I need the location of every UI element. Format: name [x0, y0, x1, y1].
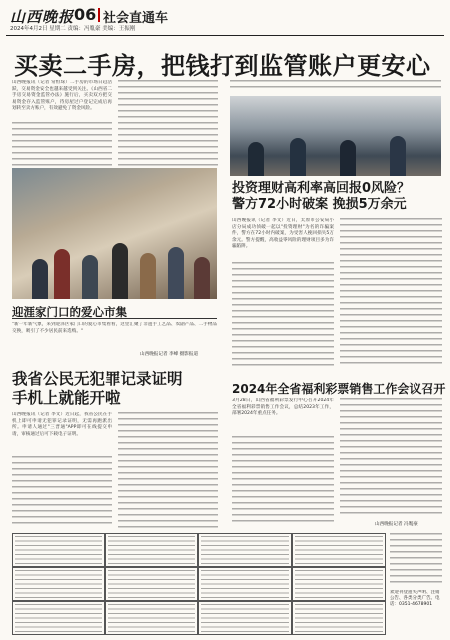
certificate-lead: 山西晚报讯（记者 李文）近日起，我省公民在手机上即可申请无犯罪记录证明，无需再跑派出所。申请人通过"三晋通"APP即可在线提交申请，审核通过后可下载电子证明。 [12, 412, 112, 437]
classified-ads [12, 533, 386, 635]
investment-body-col1 [232, 262, 334, 366]
section-title: 社会直通车 [103, 11, 169, 26]
lottery-credit: 山西晚报记者 冯胤豪 [375, 522, 418, 527]
main-headline: 买卖二手房，把钱打到监管账户更安心 [14, 52, 431, 80]
newspaper-logo: 山西晚报 [10, 8, 75, 26]
caption-rule [12, 318, 217, 319]
ad-cell [292, 533, 386, 567]
photo-credit: 山西晚报记者 李峰 摄影报道 [140, 352, 199, 357]
certificate-body-col1 [12, 456, 112, 528]
ad-cell [198, 567, 292, 601]
certificate-headline-line2: 手机上就能开啦 [12, 388, 121, 407]
ad-cell [198, 601, 292, 635]
ad-cell [12, 533, 105, 567]
ad-cell [12, 567, 105, 601]
investment-headline-line2: 警方72小时破案 挽损5万余元 [232, 197, 407, 212]
escrow-body-col3 [230, 80, 441, 92]
investment-headline [232, 181, 410, 213]
top-rule [6, 35, 444, 36]
lottery-lead: 3月28日，山西省福利彩票发行中心召开2024年全省福利彩票销售工作会议，总结2023年工作，部署2024年重点任务。 [232, 398, 334, 417]
police-photo [230, 96, 441, 176]
escrow-body-col1 [12, 122, 112, 166]
ad-cell [198, 533, 292, 567]
photo-caption-title: 迎涯家门口的爱心市集 [12, 305, 127, 319]
ad-side-box [390, 533, 442, 587]
ad-cell [105, 601, 198, 635]
lottery-body-col2 [340, 398, 442, 518]
lottery-body-col1 [232, 436, 334, 526]
certificate-headline [12, 370, 183, 407]
ad-cell [105, 533, 198, 567]
dateline: 2024年4月2日 星期二 责编：冯胤豪 美编：王振刚 [10, 26, 136, 32]
ad-cell [12, 601, 105, 635]
certificate-headline-line1: 我省公民无犯罪记录证明 [12, 370, 183, 388]
ad-cell [292, 601, 386, 635]
ad-cell [292, 567, 386, 601]
escrow-body-col2 [118, 80, 218, 166]
masthead [6, 4, 444, 32]
investment-body-col2 [340, 218, 442, 366]
ad-cell [105, 567, 198, 601]
investment-lead: 山西晚报讯（记者 李文）近日，太原市公安局小店分局成功侦破一起以"投资理财"为名的诈骗案件，警方在72小时内破案，为受害人挽回损失5万余元。警方提醒，高收益零风险的理财项目多为诈骗陷阱。 [232, 218, 334, 250]
investment-headline-line1: 投资理财高利率高回报0风险？ [232, 181, 411, 196]
ad-side-text: 欢迎刊登遗失声明、注销公告、各类分类广告。电话：0351-4678901 [390, 590, 440, 607]
market-photo [12, 168, 217, 299]
certificate-body-col2 [118, 412, 218, 528]
lottery-headline: 2024年全省福利彩票销售工作会议召开 [232, 382, 446, 396]
photo-caption-text: "新一年新气象，来到迎泽区家门口的爱心市集看看，这里汇聚了非遗手工艺品、农副产品、二手物品交换，吸引了不少居民前来选购。" [12, 322, 217, 334]
escrow-lead: 山西晚报讯（记者 常恒琛）二手房的市场日趋活跃，交易资金安全也越来越受到关注。《山西省二手房交易资金监管办法》施行后，买卖双方把交易资金存入监管账户，待房屋过户登记完成后再划转至卖方账户，有效避免了资金风险。 [12, 80, 112, 112]
page-number: 06 [74, 5, 97, 24]
masthead-divider [98, 8, 100, 22]
